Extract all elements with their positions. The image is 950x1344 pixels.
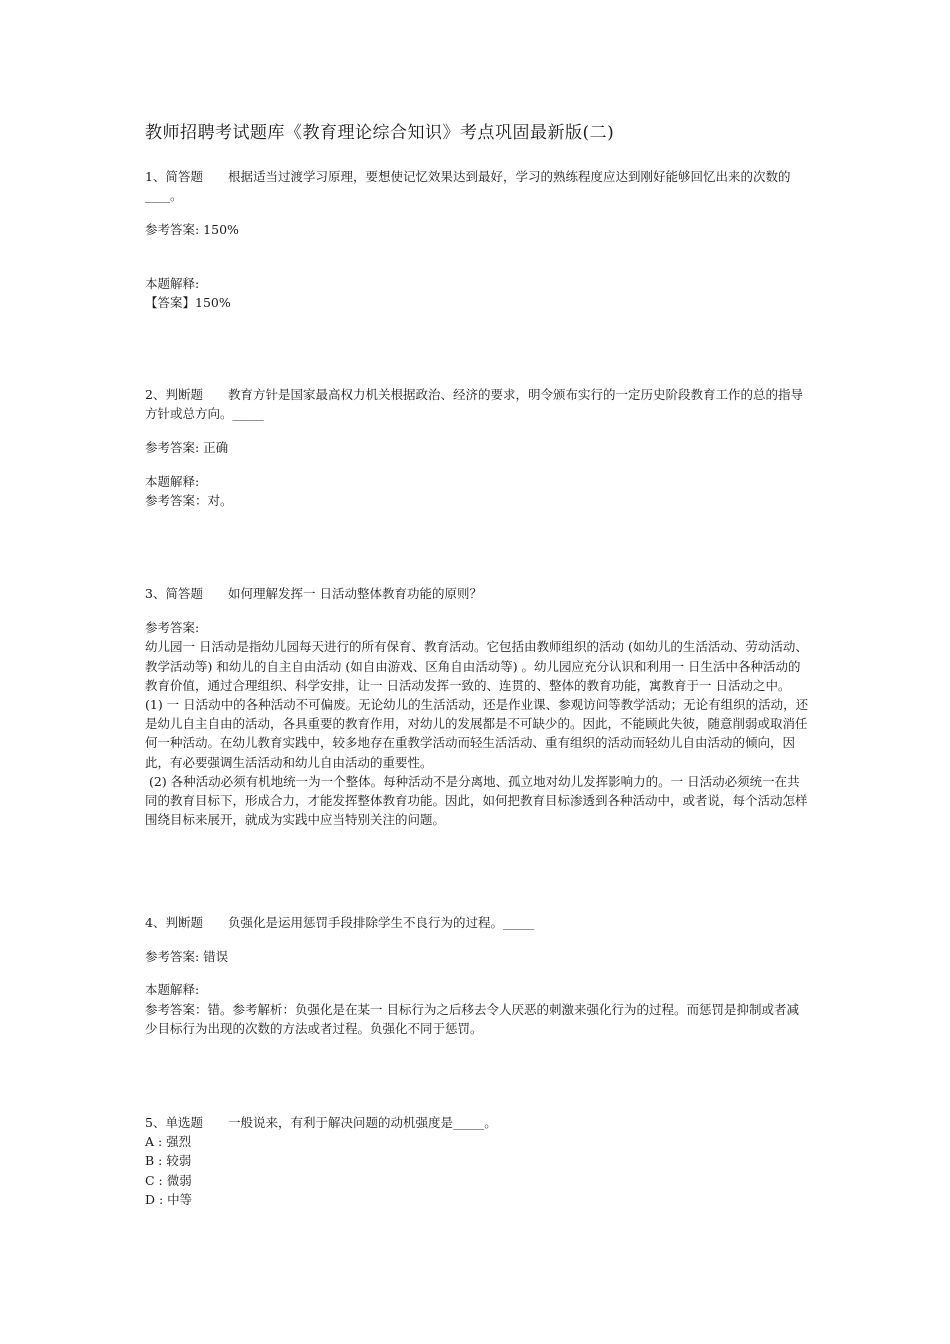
question-1-explain-label: 本题解释: [145, 275, 200, 291]
question-2 [145, 385, 810, 510]
question-3-stem: 如何理解发挥一 日活动整体教育功能的原则？ [227, 586, 482, 601]
question-1 [145, 167, 810, 312]
question-3-paragraph: 幼儿园一 日活动是指幼儿园每天进行的所有保育、教育活动。它包括由教师组织的活动 (如幼儿的生活活动、劳动活动、教学活动等) 和幼儿的自主自由活动 (如自由游戏、区角自由活动等) 。幼儿园应充分认识和利用一 日生活中各种活动的教育价值，通过合理组织、科学安排，让一 日活动发挥一致的、连贯的、整体的教育功能，寓教育于一 日活动之中。 [145, 639, 808, 693]
question-4-type: 4、判断题 [145, 915, 228, 930]
question-1-explain: 【答案】150% [145, 294, 231, 310]
document-title: 教师招聘考试题库《教育理论综合知识》考点巩固最新版(二) [145, 123, 615, 143]
question-5 [145, 1113, 810, 1209]
option-c: C : 微弱 [145, 1172, 192, 1188]
question-5-stem: 一般说来，有利于解决问题的动机强度是_____。 [227, 1115, 497, 1130]
question-3-paragraph: (1) 一 日活动中的各种活动不可偏废。无论幼儿的生活活动，还是作业课、参观访问等教学活动；无论有组织的活动，还是幼儿自主自由的活动，各具重要的教育作用，对幼儿的发展都是不可缺少的。因此，不能顾此失彼，随意削弱或取消任何一种活动。在幼儿教育实践中，较多地存在重教学活动而轻生活活动、重有组织的活动而轻幼儿自由活动的倾向，因此，有必要强调生活活动和幼儿自由活动的重要性。 [145, 697, 809, 770]
question-2-text [145, 385, 810, 423]
question-2-type: 2、判断题 [145, 387, 228, 402]
question-5-text [145, 1113, 810, 1132]
question-4-stem: 负强化是运用惩罚手段排除学生不良行为的过程。_____ [227, 915, 535, 930]
question-1-answer: 参考答案: 150% [145, 222, 239, 238]
question-3-type: 3、简答题 [145, 586, 228, 601]
question-3-answer: 参考答案: [145, 620, 200, 636]
question-2-explain: 参考答案：对。 [145, 492, 233, 508]
option-b: B : 较弱 [145, 1153, 192, 1169]
question-3 [145, 584, 810, 829]
question-1-type: 1、简答题 [145, 169, 228, 184]
question-1-stem: 根据适当过渡学习原理，要想使记忆效果达到最好，学习的熟练程度应达到刚好能够回忆出来的次数的____。 [145, 169, 791, 204]
option-a: A : 强烈 [145, 1134, 192, 1150]
question-4-explain-label: 本题解释: [145, 982, 200, 998]
question-2-stem: 教育方针是国家最高权力机关根据政治、经济的要求，明令颁布实行的一定历史阶段教育工作的总的指导方针或总方向。_____ [145, 387, 803, 422]
question-1-text [145, 167, 810, 205]
question-2-answer: 参考答案: 正确 [145, 440, 229, 456]
question-5-type: 5、单选题 [145, 1115, 228, 1130]
question-3-text [145, 584, 810, 603]
question-4 [145, 913, 810, 1038]
question-2-explain-label: 本题解释: [145, 473, 200, 489]
question-3-paragraph: (2) 各种活动必须有机地统一为一个整体。每种活动不是分离地、孤立地对幼儿发挥影响力的。一 日活动必须统一在共同的教育目标下，形成合力，才能发挥整体教育功能。因此，如何把教育目标渗透到各种活动中，或者说，每个活动怎样围绕目标来展开，就成为实践中应当特别关注的问题。 [145, 773, 808, 828]
question-4-explain: 参考答案：错。参考解析：负强化是在某一 目标行为之后移去令人厌恶的刺激来强化行为的过程。而惩罚是抑制或者减少目标行为出现的次数的方法或者过程。负强化不同于惩罚。 [145, 1001, 799, 1036]
question-4-answer: 参考答案: 错误 [145, 949, 229, 965]
question-4-text [145, 913, 810, 932]
option-d: D : 中等 [145, 1191, 193, 1207]
